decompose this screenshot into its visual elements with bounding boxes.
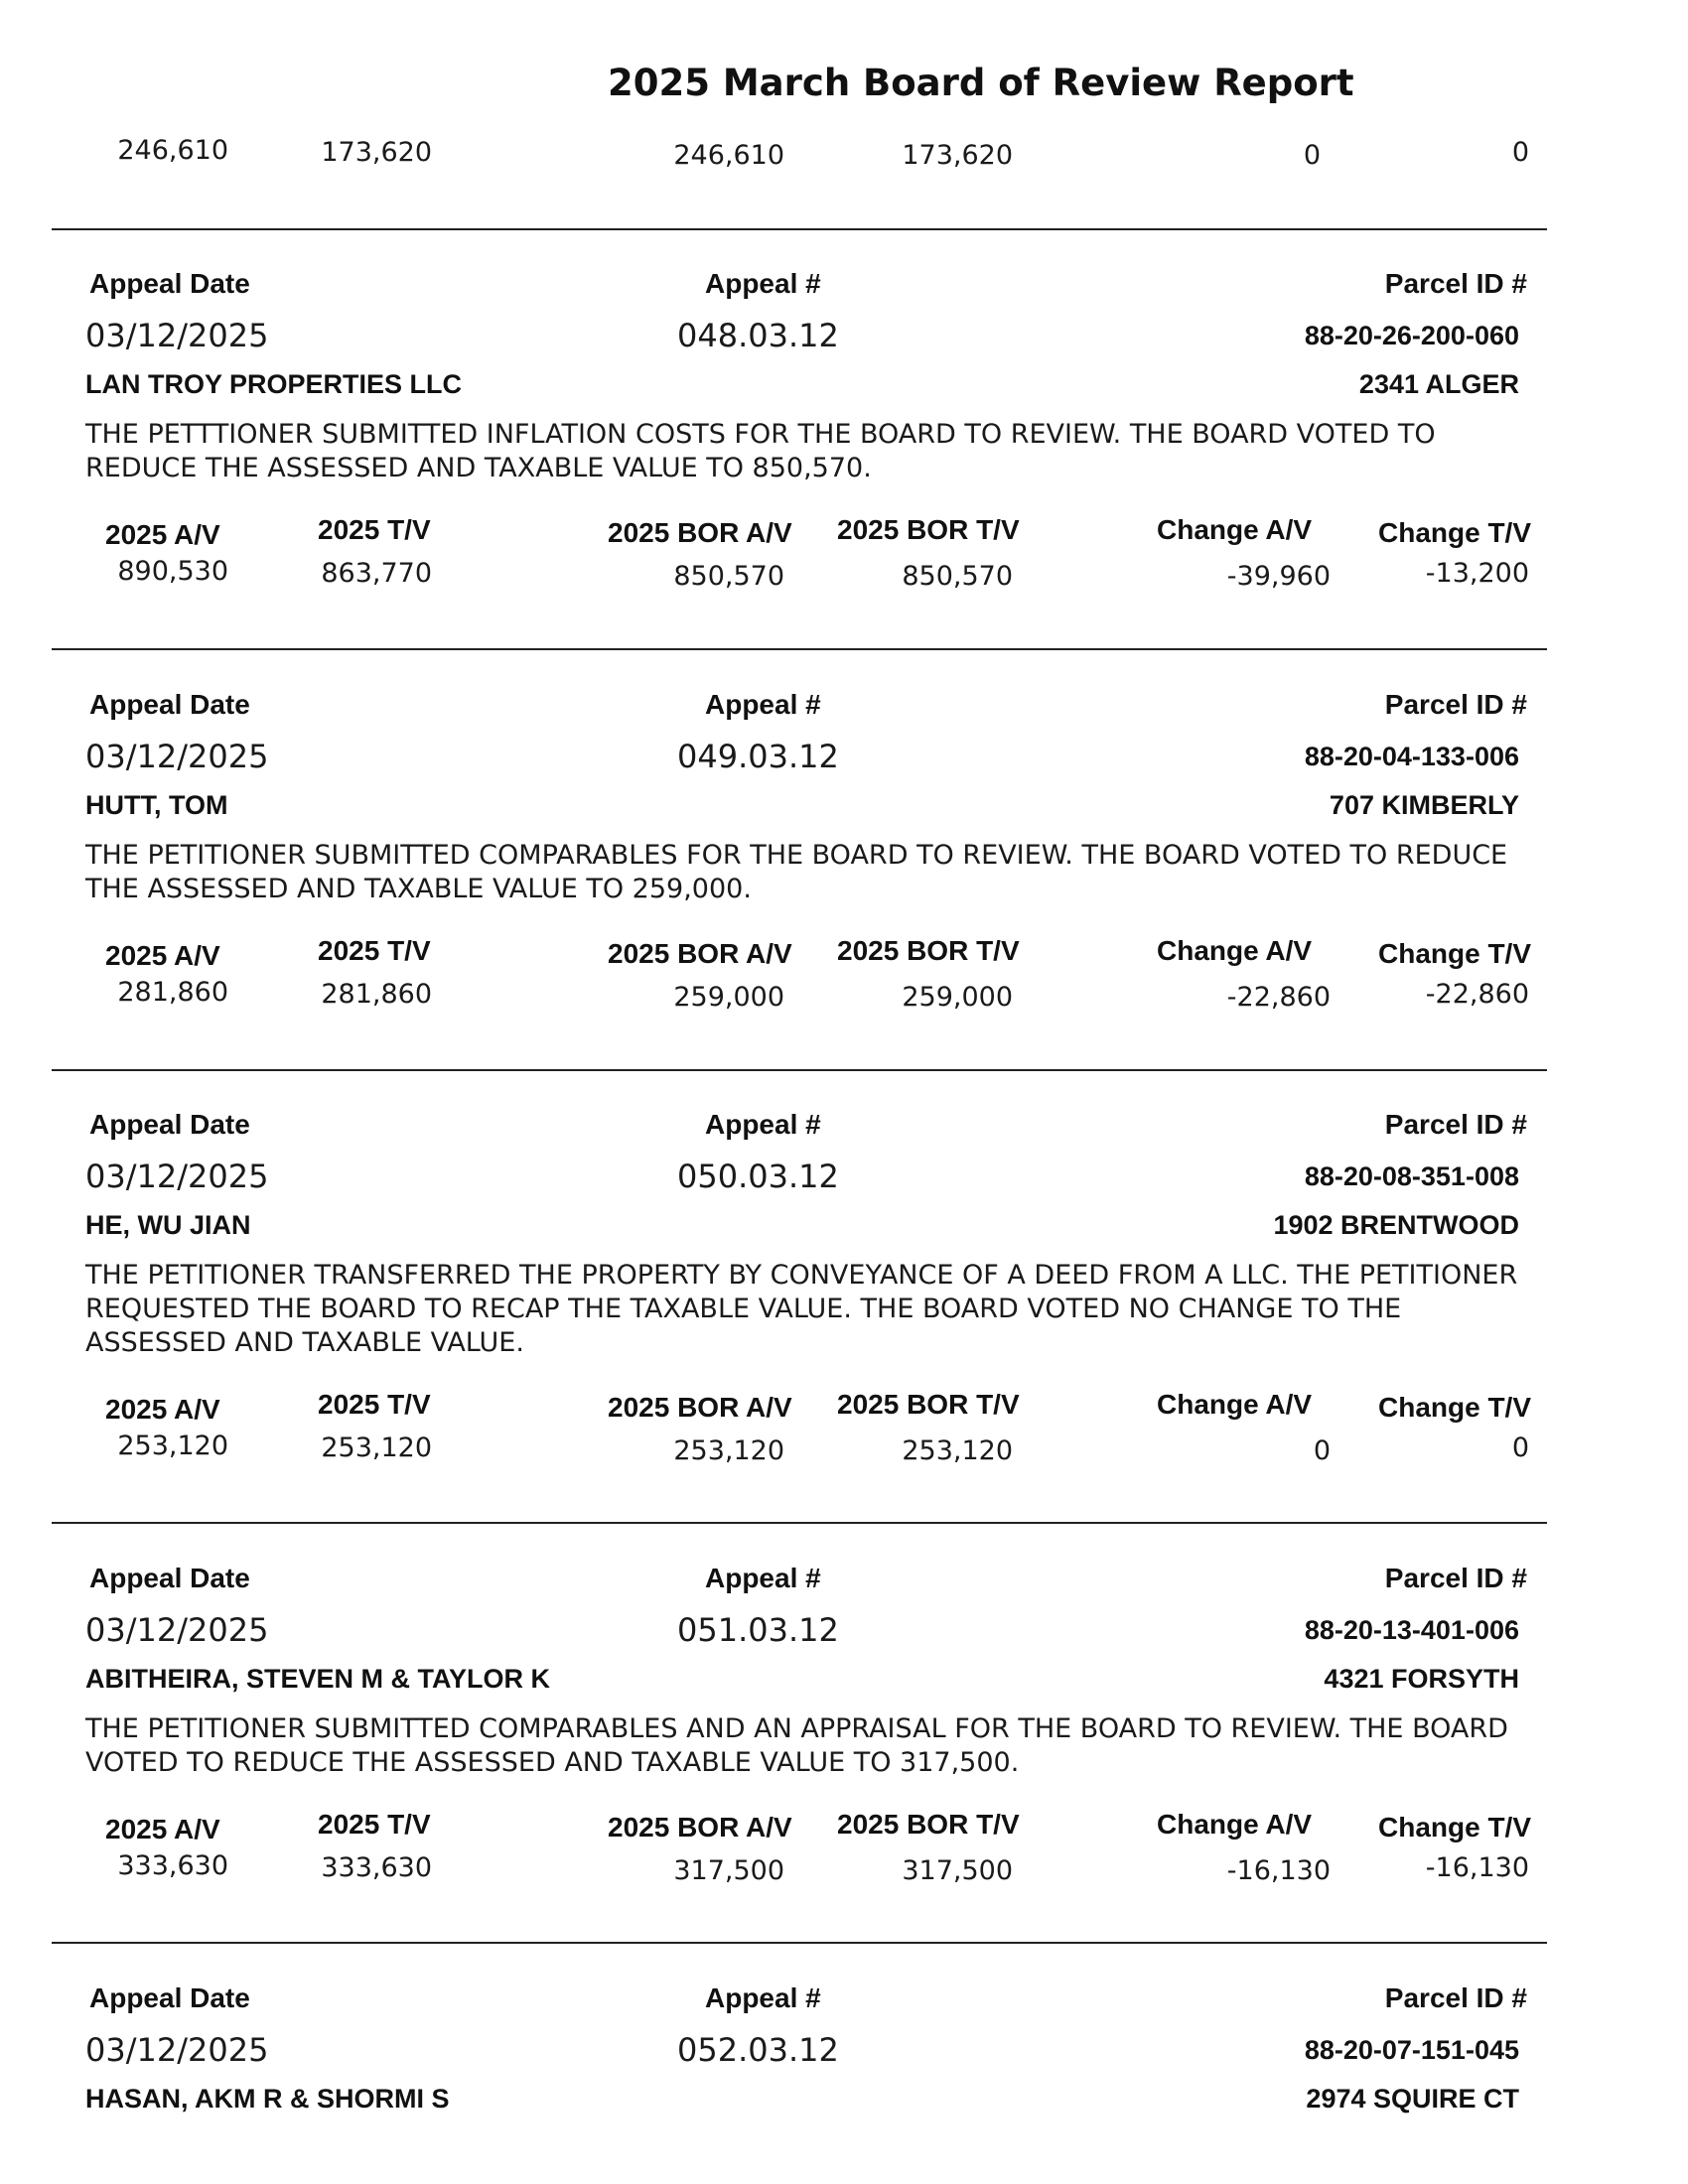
av-label: 2025 A/V: [105, 1814, 220, 1844]
bor-av-label: 2025 BOR A/V: [608, 517, 792, 548]
top-bor-av-value: 246,610: [673, 140, 784, 171]
tv-label: 2025 T/V: [318, 1389, 431, 1420]
parcel-id-value: 88-20-04-133-006: [1304, 742, 1519, 771]
bor-tv-label: 2025 BOR T/V: [837, 1389, 1020, 1420]
owner-name: HASAN, AKM R & SHORMI S: [85, 2084, 450, 2114]
property-address: 2341 ALGER: [1358, 369, 1519, 399]
change-av-value: -22,860: [1226, 982, 1331, 1013]
parcel-id-value: 88-20-13-401-006: [1304, 1615, 1519, 1645]
change-av-label: Change A/V: [1157, 935, 1313, 966]
owner-name: HE, WU JIAN: [85, 1210, 251, 1240]
av-value: 333,630: [117, 1850, 228, 1881]
av-label: 2025 A/V: [105, 519, 220, 550]
bor-av-value: 253,120: [673, 1435, 784, 1466]
appeal-number-label: Appeal #: [705, 1563, 821, 1593]
tv-value: 863,770: [321, 558, 432, 589]
bor-tv-value: 259,000: [902, 982, 1013, 1013]
change-tv-label: Change T/V: [1378, 517, 1532, 548]
appeal-number-value: 048.03.12: [677, 317, 839, 354]
bor-av-label: 2025 BOR A/V: [608, 938, 792, 969]
owner-name: ABITHEIRA, STEVEN M & TAYLOR K: [85, 1664, 551, 1694]
bor-av-label: 2025 BOR A/V: [608, 1812, 792, 1843]
change-tv-value: -22,860: [1425, 979, 1529, 1010]
change-tv-label: Change T/V: [1378, 1812, 1532, 1843]
appeal-date-label: Appeal Date: [89, 1109, 250, 1140]
property-address: 4321 FORSYTH: [1324, 1664, 1519, 1694]
decision-description: THE PETTTIONER SUBMITTED INFLATION COSTS FOR THE BOARD TO REVIEW. THE BOARD VOTED TO REDUCE THE ASSESSED AND TAXABLE VALUE TO 850,570.: [85, 419, 1436, 483]
change-av-label: Change A/V: [1157, 1809, 1313, 1840]
change-tv-label: Change T/V: [1378, 938, 1532, 969]
divider: [52, 1942, 1547, 1944]
parcel-id-value: 88-20-07-151-045: [1304, 2035, 1519, 2065]
parcel-id-label: Parcel ID #: [1384, 689, 1527, 720]
appeal-date-value: 03/12/2025: [85, 1611, 269, 1649]
top-bor-tv-value: 173,620: [902, 140, 1013, 171]
divider: [52, 1522, 1547, 1524]
appeal-date-value: 03/12/2025: [85, 317, 269, 354]
divider: [52, 228, 1547, 230]
av-value: 890,530: [117, 556, 228, 587]
top-av-value: 246,610: [117, 135, 228, 166]
bor-tv-value: 850,570: [902, 561, 1013, 592]
change-av-label: Change A/V: [1157, 514, 1313, 545]
appeal-number-label: Appeal #: [705, 268, 821, 299]
appeal-number-value: 050.03.12: [677, 1158, 839, 1195]
av-label: 2025 A/V: [105, 1394, 220, 1425]
bor-av-value: 259,000: [673, 982, 784, 1013]
change-av-value: 0: [1313, 1435, 1331, 1466]
change-av-value: -39,960: [1226, 561, 1331, 592]
owner-name: LAN TROY PROPERTIES LLC: [85, 369, 463, 399]
appeal-number-label: Appeal #: [705, 1982, 821, 2013]
av-label: 2025 A/V: [105, 940, 220, 971]
appeal-date-label: Appeal Date: [89, 1982, 250, 2013]
change-av-label: Change A/V: [1157, 1389, 1313, 1420]
tv-value: 253,120: [321, 1433, 432, 1463]
property-address: 1902 BRENTWOOD: [1273, 1210, 1519, 1240]
change-tv-value: 0: [1511, 1433, 1529, 1463]
appeal-date-label: Appeal Date: [89, 268, 250, 299]
decision-description: THE PETITIONER TRANSFERRED THE PROPERTY BY CONVEYANCE OF A DEED FROM A LLC. THE PETITIONER REQUESTED THE BOARD TO RECAP THE TAXABLE VALUE. THE BOARD VOTED NO CHANGE TO THE ASSESSED AND TAXABLE VALUE.: [85, 1260, 1518, 1358]
bor-av-value: 317,500: [673, 1855, 784, 1886]
change-tv-label: Change T/V: [1378, 1392, 1532, 1423]
parcel-id-value: 88-20-08-351-008: [1304, 1161, 1519, 1191]
tv-label: 2025 T/V: [318, 935, 431, 966]
page-title: 2025 March Board of Review Report: [608, 62, 1354, 104]
change-av-value: -16,130: [1226, 1855, 1331, 1886]
tv-value: 281,860: [321, 979, 432, 1010]
bor-tv-label: 2025 BOR T/V: [837, 935, 1020, 966]
appeal-number-label: Appeal #: [705, 689, 821, 720]
appeal-date-label: Appeal Date: [89, 689, 250, 720]
divider: [52, 1069, 1547, 1071]
owner-name: HUTT, TOM: [85, 790, 228, 820]
parcel-id-label: Parcel ID #: [1384, 1982, 1527, 2013]
tv-label: 2025 T/V: [318, 514, 431, 545]
bor-tv-label: 2025 BOR T/V: [837, 514, 1020, 545]
appeal-date-label: Appeal Date: [89, 1563, 250, 1593]
property-address: 2974 SQUIRE CT: [1306, 2084, 1519, 2114]
parcel-id-label: Parcel ID #: [1384, 1109, 1527, 1140]
appeal-number-label: Appeal #: [705, 1109, 821, 1140]
appeal-number-value: 051.03.12: [677, 1611, 839, 1649]
parcel-id-value: 88-20-26-200-060: [1304, 321, 1519, 350]
tv-value: 333,630: [321, 1852, 432, 1883]
av-value: 281,860: [117, 977, 228, 1008]
appeal-date-value: 03/12/2025: [85, 1158, 269, 1195]
appeal-date-value: 03/12/2025: [85, 738, 269, 775]
bor-tv-value: 317,500: [902, 1855, 1013, 1886]
property-address: 707 KIMBERLY: [1329, 790, 1519, 820]
parcel-id-label: Parcel ID #: [1384, 1563, 1527, 1593]
decision-description: THE PETITIONER SUBMITTED COMPARABLES FOR THE BOARD TO REVIEW. THE BOARD VOTED TO REDUCE THE ASSESSED AND TAXABLE VALUE TO 259,000.: [85, 840, 1508, 904]
tv-label: 2025 T/V: [318, 1809, 431, 1840]
appeal-date-value: 03/12/2025: [85, 2031, 269, 2069]
bor-tv-label: 2025 BOR T/V: [837, 1809, 1020, 1840]
bor-tv-value: 253,120: [902, 1435, 1013, 1466]
av-value: 253,120: [117, 1431, 228, 1461]
top-chg-av-value: 0: [1303, 140, 1321, 171]
change-tv-value: -13,200: [1425, 558, 1529, 589]
top-chg-tv-value: 0: [1511, 137, 1529, 168]
change-tv-value: -16,130: [1425, 1852, 1529, 1883]
top-tv-value: 173,620: [321, 137, 432, 168]
appeal-number-value: 049.03.12: [677, 738, 839, 775]
divider: [52, 648, 1547, 650]
parcel-id-label: Parcel ID #: [1384, 268, 1527, 299]
appeal-number-value: 052.03.12: [677, 2031, 839, 2069]
decision-description: THE PETITIONER SUBMITTED COMPARABLES AND AN APPRAISAL FOR THE BOARD TO REVIEW. THE BOARD VOTED TO REDUCE THE ASSESSED AND TAXABLE VALUE TO 317,500.: [85, 1713, 1508, 1778]
bor-av-label: 2025 BOR A/V: [608, 1392, 792, 1423]
bor-av-value: 850,570: [673, 561, 784, 592]
